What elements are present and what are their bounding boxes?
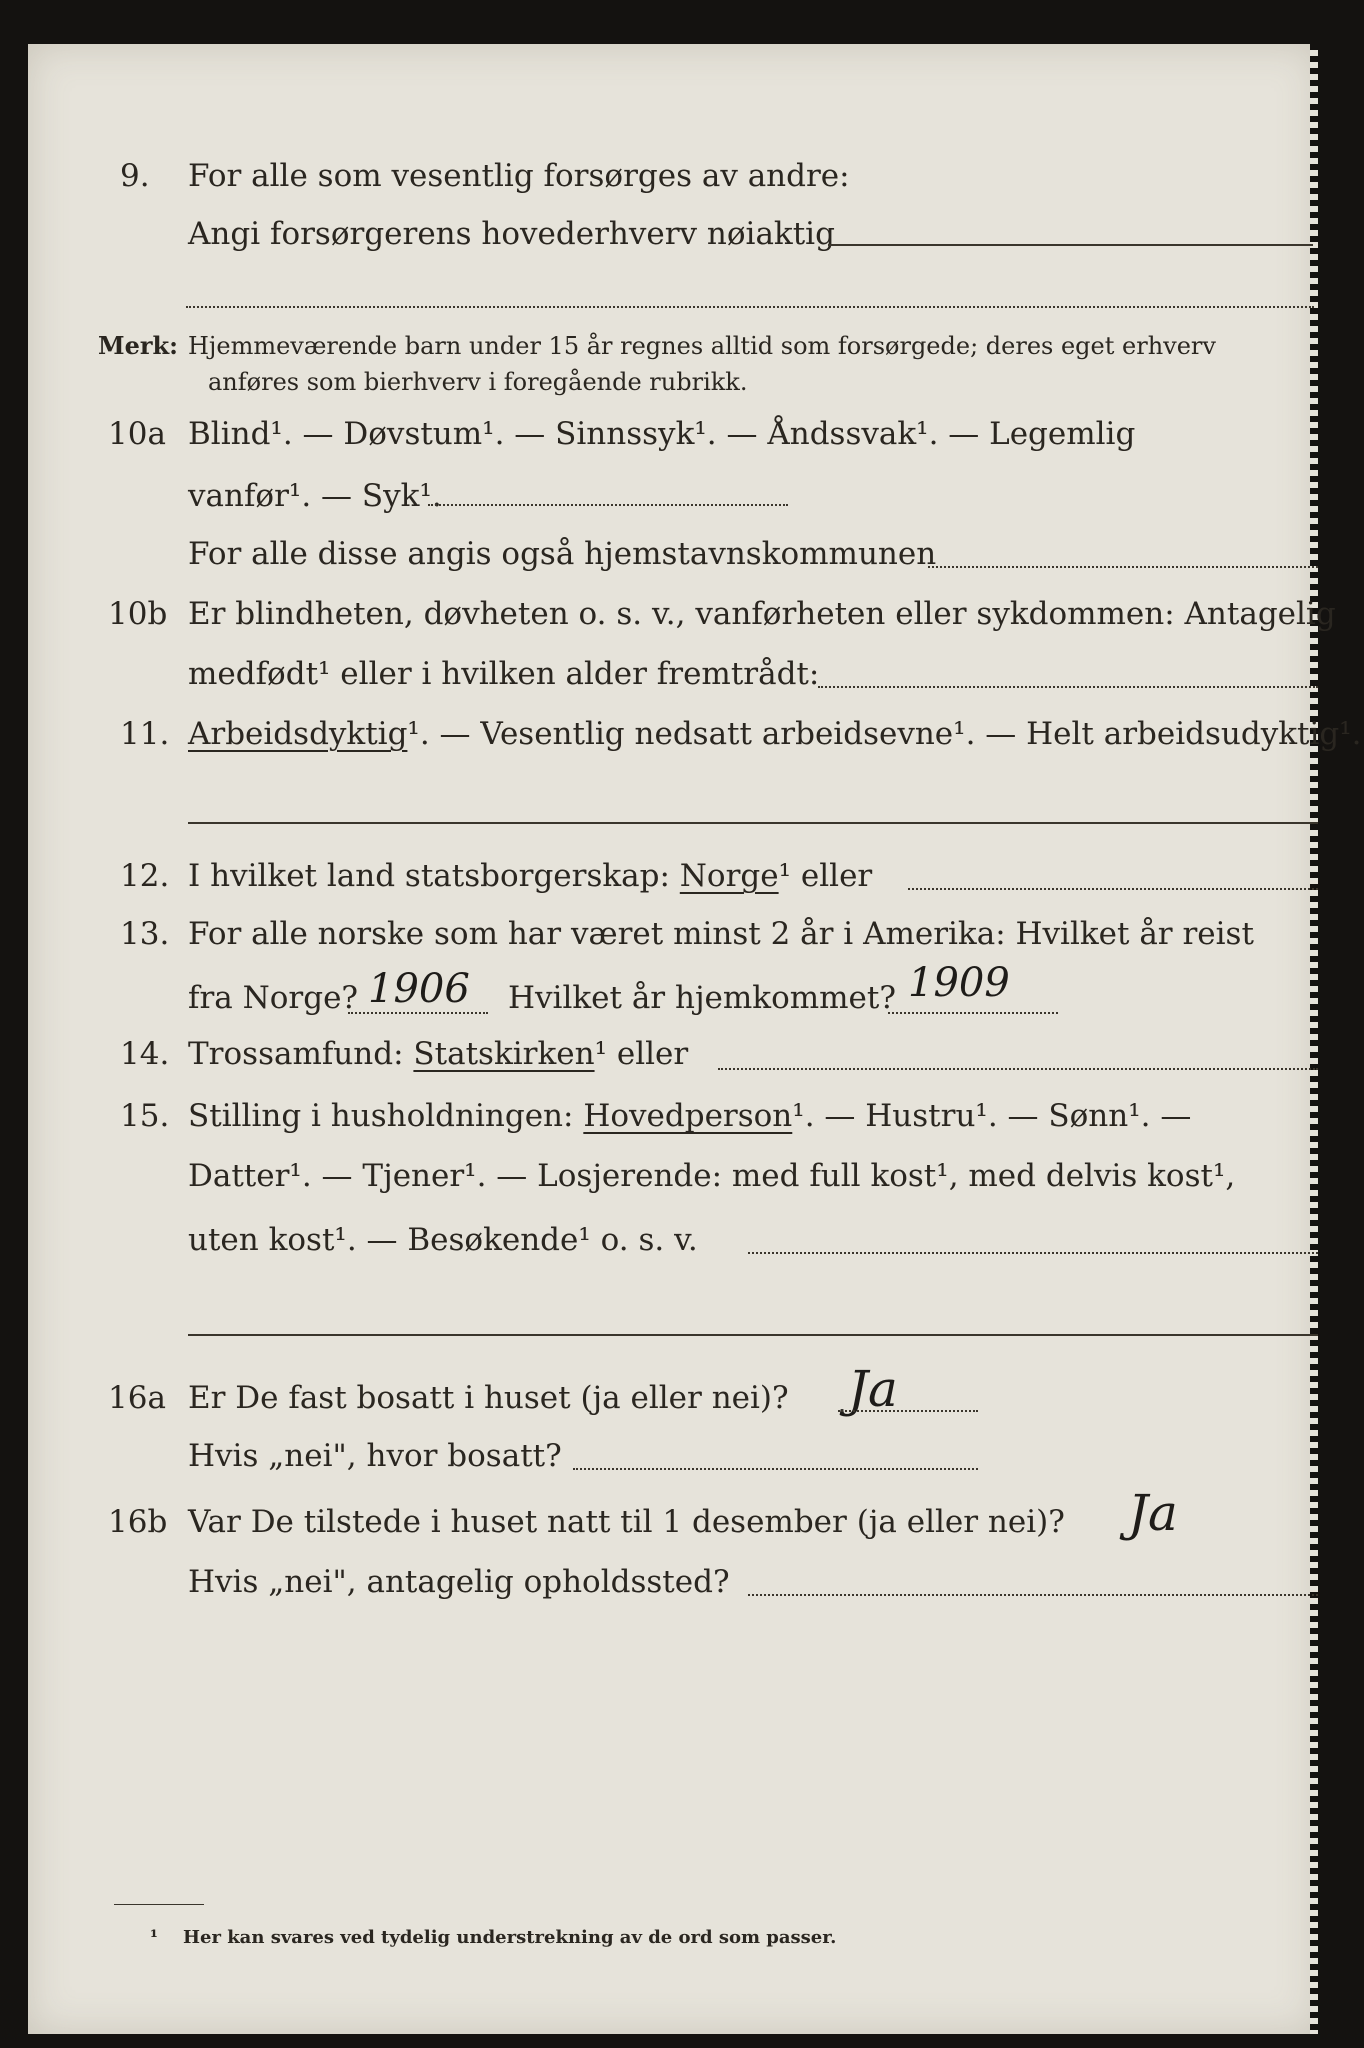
q12-answer-line[interactable] xyxy=(908,888,1318,890)
q12-number: 12. xyxy=(120,858,170,894)
q13-year-returned-line[interactable] xyxy=(888,1012,1058,1014)
q10b-answer-line[interactable] xyxy=(818,686,1318,688)
q10a-number: 10a xyxy=(108,416,166,452)
q9-number: 9. xyxy=(120,158,150,194)
q10b-number: 10b xyxy=(108,596,168,632)
q11-selected-option[interactable]: Arbeidsdyktig xyxy=(188,716,408,752)
q12-selected-option[interactable]: Norge xyxy=(679,858,779,894)
q13-year-left-handwritten: 1906 xyxy=(368,966,470,1012)
footnote-rule xyxy=(114,1904,204,1905)
merk-label: Merk: xyxy=(98,331,178,360)
q14-answer-line[interactable] xyxy=(718,1068,1318,1070)
q16b-answer-handwritten: Ja xyxy=(1128,1484,1178,1542)
q16b-number: 16b xyxy=(108,1504,168,1540)
q15-answer-line[interactable] xyxy=(748,1252,1318,1254)
q13-year-returned-handwritten: 1909 xyxy=(908,960,1010,1006)
q10a-syk-line[interactable] xyxy=(428,504,788,506)
q9-extra-line[interactable] xyxy=(186,306,1314,308)
q15-selected-option[interactable]: Hovedperson xyxy=(583,1098,793,1134)
q16a-number: 16a xyxy=(108,1380,166,1416)
form-page: 9. For alle som vesentlig forsørges av andre: Angi forsørgerens hovederhverv nøiaktig Merk: Hjemmeværende barn under 15 år regnes alltid som forsørgede; deres eget erhverv anføres som bierhverv i foregående rubrikk. 10a Blind¹. — Døvstum¹. — Sinnssyk¹. — Åndssvak¹. — Legemlig vanfør¹. — Syk¹. For alle disse angis også hjemstavnskommunen 10b Er blindheten, døvheten o. s. v., vanførheten eller sykdommen: Antagelig medfødt¹ eller i hvilken alder fremtrådt: 11. Arbeidsdyktig¹. — Vesentlig nedsatt arbeidsevne¹. — Helt arbeidsudyktig¹. 12. I hvilket land statsborgerskap: Norge¹ eller 13. For alle norske som har været minst 2 år i Amerika: Hvilket år reist fra Norge? Hvilket år hjemkommet? 1906 1909 14. Trossamfund: Statskirken¹ eller 15. Stilling i husholdningen: Hovedperson¹. — Hustru¹. — Sønn¹. — Datter¹. — Tjener¹. — Losjerende: med full kost¹, med delvis kost¹, uten kost¹. — Besøkende¹ o. s. v. 16a Er De fast bosatt i huset (ja eller nei)? Ja Hvis „nei", hvor bosatt? 16b Var De tilstede i huset natt til 1 desember (ja eller nei)? Ja Hvis „nei", antagelig opholdssted? ¹ Her kan svares ved tydelig understrekning av de ord som passer. xyxy=(28,44,1318,2034)
perforated-edge xyxy=(1310,44,1318,2034)
q15-number: 15. xyxy=(120,1098,170,1134)
q16b-where-line[interactable] xyxy=(748,1594,1318,1596)
q16a-answer-line[interactable] xyxy=(838,1410,978,1412)
q13-year-left-line[interactable] xyxy=(348,1012,488,1014)
q16a-answer-handwritten: Ja xyxy=(848,1360,898,1418)
q13-number: 13. xyxy=(120,916,170,952)
q16a-where-line[interactable] xyxy=(573,1468,978,1470)
q10a-kommune-line[interactable] xyxy=(928,566,1318,568)
q15-extra-line[interactable] xyxy=(188,1334,1318,1336)
q11-extra-line[interactable] xyxy=(188,822,1318,824)
q14-selected-option[interactable]: Statskirken xyxy=(413,1036,595,1072)
q9-answer-line[interactable] xyxy=(828,244,1313,246)
q14-number: 14. xyxy=(120,1036,170,1072)
q11-number: 11. xyxy=(120,716,170,752)
